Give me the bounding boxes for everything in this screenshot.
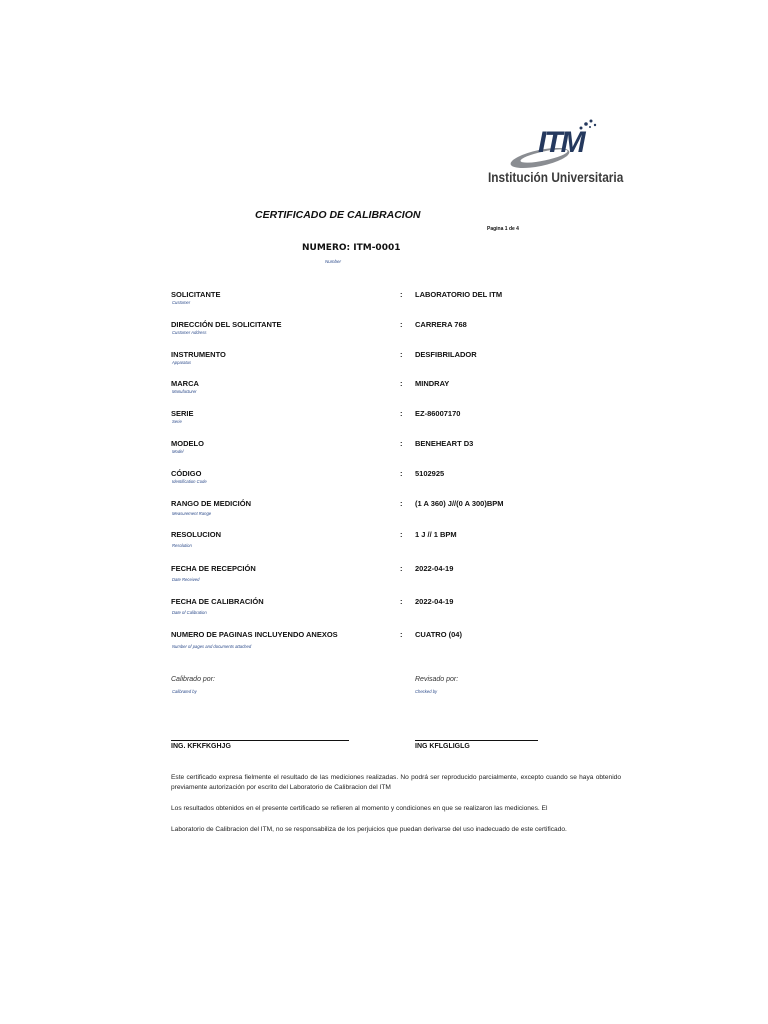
field-sublabel: Number of pages and documents attached xyxy=(172,644,252,649)
document-title: CERTIFICADO DE CALIBRACION xyxy=(255,209,421,221)
field-colon: : xyxy=(400,597,403,606)
calibrated-by-sub: Calibrated by xyxy=(172,689,197,694)
calibrated-signature-line xyxy=(171,740,349,741)
field-value: BENEHEART D3 xyxy=(415,439,474,448)
certificate-number: NUMERO: ITM-0001 xyxy=(302,243,401,253)
field-value: LABORATORIO DEL ITM xyxy=(415,290,503,299)
disclaimer-paragraph-2: Los resultados obtenidos en el presente certificado se refieren al momento y condiciones en que se realizaron las mediciones. El xyxy=(171,805,548,812)
calibrated-by-label: Calibrado por: xyxy=(171,676,215,683)
itm-logo xyxy=(488,118,624,190)
field-colon: : xyxy=(400,320,403,329)
field-value: 2022-04-19 xyxy=(415,564,454,573)
field-value: MINDRAY xyxy=(415,379,450,388)
field-label: DIRECCIÓN DEL SOLICITANTE xyxy=(171,320,282,329)
field-sublabel: Resolution xyxy=(172,543,192,548)
disclaimer-paragraph-3: Laboratorio de Calibracion del ITM, no se responsabiliza de los perjuicios que puedan derivarse del uso inadecuado de este certificado. xyxy=(171,826,567,833)
field-sublabel: Date Received xyxy=(172,577,200,582)
checked-signature-line xyxy=(415,740,538,741)
field-label: INSTRUMENTO xyxy=(171,350,226,359)
field-sublabel: Identification Code xyxy=(172,479,207,484)
field-value: 2022-04-19 xyxy=(415,597,454,606)
field-label: FECHA DE RECEPCIÓN xyxy=(171,564,256,573)
field-sublabel: Customer Address xyxy=(172,330,207,335)
field-sublabel: Measurement Range xyxy=(172,511,212,516)
field-label: SOLICITANTE xyxy=(171,290,221,299)
field-value: 1 J // 1 BPM xyxy=(415,530,457,539)
field-label: MARCA xyxy=(171,379,199,388)
field-colon: : xyxy=(400,499,403,508)
field-value: EZ-86007170 xyxy=(415,409,461,418)
field-label: CÓDIGO xyxy=(171,469,202,478)
field-value: CUATRO (04) xyxy=(415,630,462,639)
logo-mark: ITM xyxy=(538,126,584,159)
field-value: 5102925 xyxy=(415,469,445,478)
field-colon: : xyxy=(400,350,403,359)
field-value: (1 A 360) J//(0 A 300)BPM xyxy=(415,499,504,508)
field-colon: : xyxy=(400,469,403,478)
field-label: RANGO DE MEDICIÓN xyxy=(171,499,252,508)
field-sublabel: Serie xyxy=(172,419,182,424)
field-sublabel: Manufacturer xyxy=(172,389,197,394)
field-value: DESFIBRILADOR xyxy=(415,350,477,359)
field-label: SERIE xyxy=(171,409,194,418)
field-colon: : xyxy=(400,530,403,539)
checked-by-label: Revisado por: xyxy=(415,676,459,683)
field-colon: : xyxy=(400,630,403,639)
field-colon: : xyxy=(400,439,403,448)
certificate-number-sub: Number xyxy=(325,259,342,264)
logo-subtitle: Institución Universitaria xyxy=(488,170,624,185)
field-colon: : xyxy=(400,409,403,418)
checked-by-sub: Checked by xyxy=(415,689,438,694)
field-label: NUMERO DE PAGINAS INCLUYENDO ANEXOS xyxy=(171,630,338,639)
disclaimer-paragraph-1: Este certificado expresa fielmente el resultado de las mediciones realizadas. No podrá ser reproducido parcialmente, excepto cuando se haya obtenido previamente autorización por escrito del Laboratorio de Calibracion del ITM xyxy=(171,774,621,791)
field-colon: : xyxy=(400,379,403,388)
field-colon: : xyxy=(400,564,403,573)
field-value: CARRERA 768 xyxy=(415,320,467,329)
field-colon: : xyxy=(400,290,403,299)
field-sublabel: Apparatus xyxy=(172,360,192,365)
field-sublabel: Date of Calibration xyxy=(172,610,207,615)
page-indicator: Pagina 1 de 4 xyxy=(487,226,519,232)
field-label: FECHA DE CALIBRACIÓN xyxy=(171,597,264,606)
checked-by-name: ING KFLGLIGLG xyxy=(415,743,470,750)
field-sublabel: Customer xyxy=(172,300,191,305)
field-label: RESOLUCION xyxy=(171,530,222,539)
field-sublabel: Model xyxy=(172,449,184,454)
field-label: MODELO xyxy=(171,439,204,448)
calibrated-by-name: ING. KFKFKGHJG xyxy=(171,743,231,750)
